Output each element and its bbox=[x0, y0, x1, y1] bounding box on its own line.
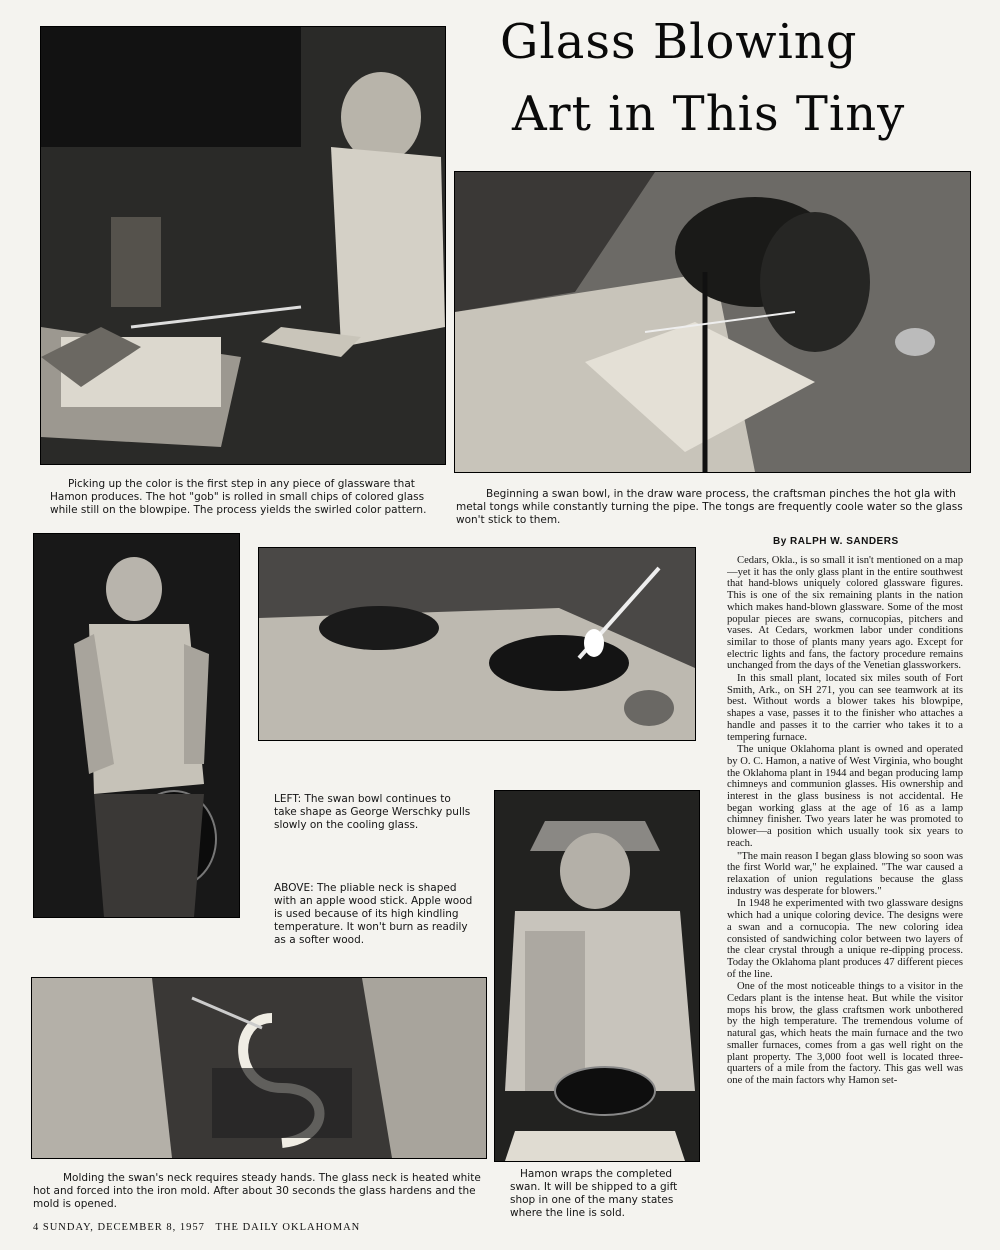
article-paragraph: In this small plant, located six miles south of Fort Smith, Ark., on SH 271, you can see teamwork at its best. Without words a blower takes his blowpipe, shapes a vase, passes it to the finisher who attaches a handle and passes it to the carrier who takes it to a tempering furnace. bbox=[727, 673, 963, 743]
caption-swan-bowl-tongs: Beginning a swan bowl, in the draw ware process, the craftsman pinches the hot gla with metal tongs while constantly turning the pipe. The tongs are frequently coole water so the glass won't stick to them. bbox=[456, 488, 963, 526]
headline-line-2: Art in This Tiny bbox=[512, 86, 906, 142]
article-paragraph: The unique Oklahoma plant is owned and operated by O. C. Hamon, a native of West Virginia, who bought the Oklahoma plant in 1944 and began producing lamp chimneys and communion glasses. His ownership and interest in the glass business is not accidental. He began working glass at the age of 16 as a lamp chimney finisher. Two years later he was promoted to blower—a position which usually took six years to reach. bbox=[727, 744, 963, 849]
article-paragraph: "The main reason I began glass blowing so soon was the first World war," he explained. "The war caused a relaxation of union regulations because the glass industry was desperate for blowers." bbox=[727, 850, 963, 897]
caption-molding-swan-neck: Molding the swan's neck requires steady hands. The glass neck is heated white hot and forced into the iron mold. After about 30 seconds the glass hardens and the mold is opened. bbox=[33, 1172, 481, 1210]
article-paragraph: Cedars, Okla., is so small it isn't mentioned on a map—yet it has the only glass plant in the entire southwest that hand-blows uniquely colored glassware figures. This is one of the six remaining plants in the nation which makes hand-blown glassware. Some of the most popular pieces are swans, cornucopias, pitchers and vases. At Cedars, workmen labor under conditions similar to those of plants many years ago. Except for electric lights and fans, the factory procedure remains unchanged from the days of the Venetian glassworkers. bbox=[727, 555, 963, 672]
page-footer: 4 SUNDAY, DECEMBER 8, 1957 THE DAILY OKLAHOMAN bbox=[33, 1222, 361, 1233]
photo-shaping-neck bbox=[258, 547, 696, 741]
caption-left-swan-bowl: LEFT: The swan bowl continues to take shape as George Werschky pulls slowly on the cooling glass. bbox=[274, 793, 471, 831]
article-byline: By RALPH W. SANDERS bbox=[773, 536, 899, 547]
article-paragraph: One of the most noticeable things to a visitor in the Cedars plant is the intense heat. But while the visitor mops his brow, the glass craftsmen work unbothered by the high temperature. The tremendous volume of natural gas, which heats the main furnace and the two smaller furnaces, comes from a gas well right on the plant property. The 3,000 foot well is located three-quarters of a mile from the factory. This gas well was one of the main factors why Hamon set- bbox=[727, 981, 963, 1086]
caption-hamon-wraps-swan: Hamon wraps the completed swan. It will be shipped to a gift shop in one of the many states where the line is sold. bbox=[510, 1168, 678, 1219]
photo-molding-swan-neck bbox=[31, 977, 487, 1159]
photo-swan-bowl-tongs bbox=[454, 171, 971, 473]
photo-glassworker-swan-bowl bbox=[33, 533, 240, 918]
caption-picking-up-color: Picking up the color is the first step in any piece of glassware that Hamon produces. The hot "gob" is rolled in small chips of colored glass while still on the blowpipe. The process yields the swirled color pattern. bbox=[50, 478, 427, 516]
headline-line-1: Glass Blowing bbox=[500, 14, 858, 70]
caption-above-pliable-neck: ABOVE: The pliable neck is shaped with an apple wood stick. Apple wood is used because of its high kindling temperature. It won't burn as readily as a softer wood. bbox=[274, 882, 473, 946]
photo-hamon-wraps-swan bbox=[494, 790, 700, 1162]
article-paragraph: In 1948 he experimented with two glassware designs which had a unique coloring device. The designs were a swan and a cornucopia. The new coloring idea consisted of sandwiching color between two layers of the clear crystal through a unique re-dipping process. Today the Oklahoma plant produces 47 different pieces of the line. bbox=[727, 898, 963, 980]
article-body bbox=[727, 555, 963, 1245]
photo-picking-up-color bbox=[40, 26, 446, 465]
